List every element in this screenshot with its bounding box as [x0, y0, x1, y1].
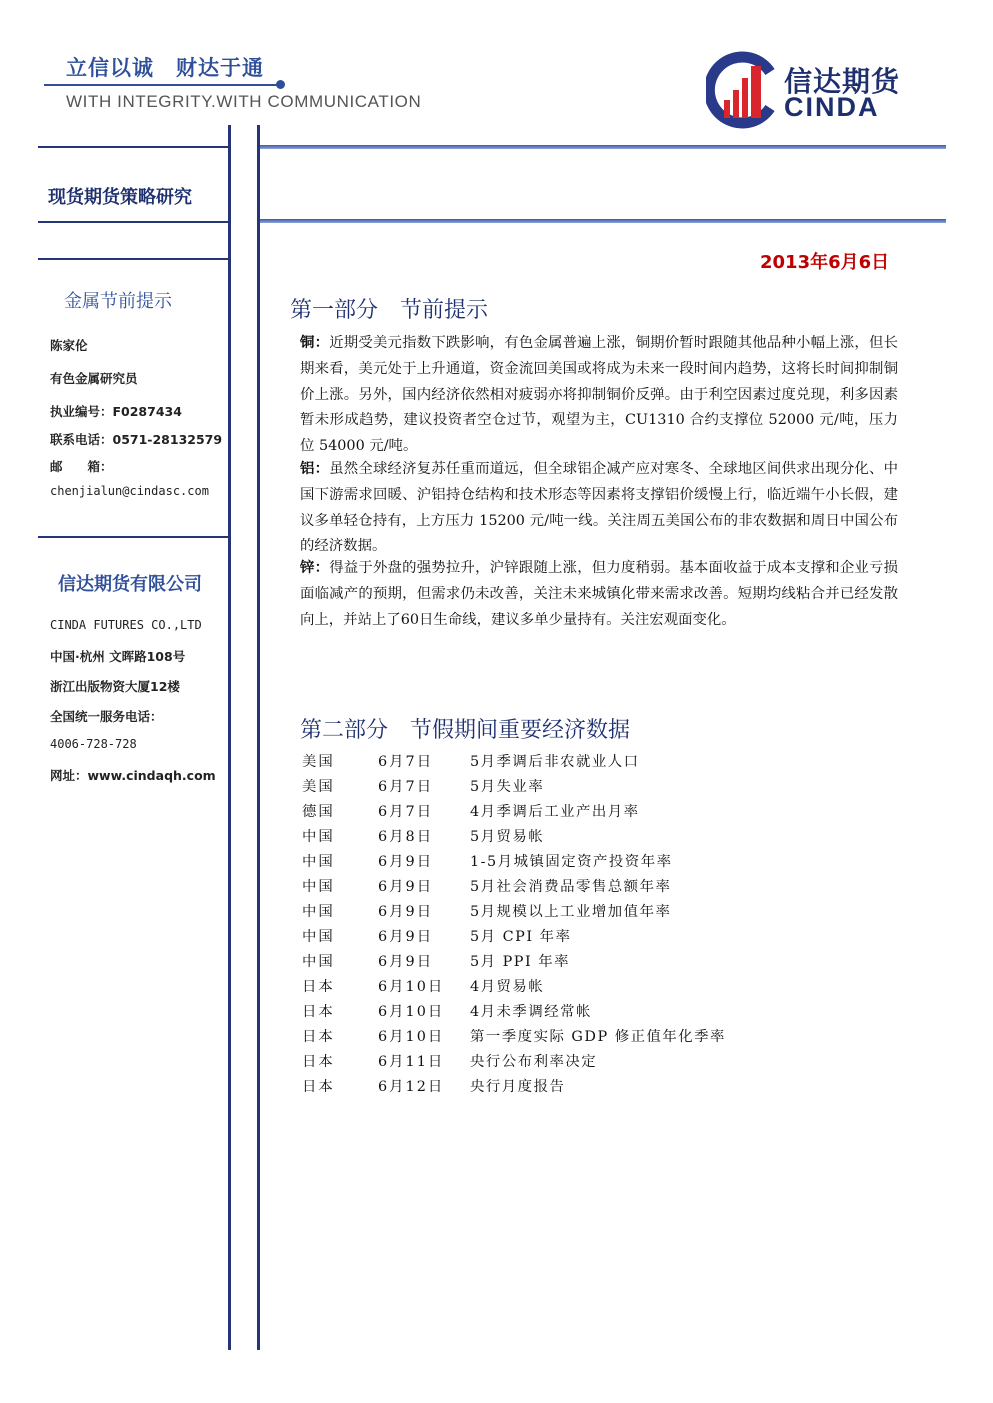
- slogan-english: WITH INTEGRITY.WITH COMMUNICATION: [66, 92, 422, 111]
- event-name: 5月 PPI 年率: [470, 954, 571, 970]
- divider-main-top: [260, 145, 946, 149]
- event-date: 6月10日: [378, 979, 445, 995]
- event-date: 6月7日: [378, 754, 434, 770]
- event-name: 央行月度报告: [470, 1079, 566, 1095]
- event-date: 6月9日: [378, 904, 434, 920]
- company-name-chinese: 信达期货有限公司: [58, 574, 202, 595]
- event-date: 6月9日: [378, 854, 434, 870]
- paragraph-copper-label: 铜：: [300, 334, 330, 351]
- divider-sidebar-top: [38, 146, 228, 148]
- company-website: 网址：www.cindaqh.com: [50, 768, 216, 783]
- paragraph-zinc: [300, 555, 898, 633]
- event-name: 央行公布利率决定: [470, 1054, 598, 1070]
- event-date: 6月10日: [378, 1004, 445, 1020]
- logo-english-name: CINDA: [784, 92, 880, 122]
- report-type-title: 现货期货策略研究: [48, 187, 192, 208]
- paragraph-copper: [300, 330, 898, 460]
- event-country: 日本: [302, 1079, 335, 1095]
- event-name: 5月 CPI 年率: [470, 929, 572, 945]
- event-date: 6月9日: [378, 929, 434, 945]
- logo-chinese-name: 信达期货: [784, 65, 901, 98]
- event-country: 日本: [302, 979, 335, 995]
- event-country: 日本: [302, 1029, 335, 1045]
- event-country: 日本: [302, 1004, 335, 1020]
- event-name: 第一季度实际 GDP 修正值年化季率: [470, 1029, 726, 1045]
- slogan-dot: [276, 80, 285, 89]
- cinda-logo-mark-icon: [706, 50, 786, 130]
- report-date: 2013年6月6日: [760, 252, 890, 273]
- event-name: 1-5月城镇固定资产投资年率: [470, 854, 673, 870]
- event-name: 5月季调后非农就业人口: [470, 754, 640, 770]
- event-country: 中国: [302, 854, 335, 870]
- company-address-line2: 浙江出版物资大厦12楼: [50, 679, 180, 694]
- divider-sidebar-title: [38, 221, 228, 223]
- paragraph-aluminum-label: 铝：: [300, 460, 330, 477]
- event-country: 中国: [302, 929, 335, 945]
- analyst-license: 执业编号：F0287434: [50, 404, 182, 419]
- company-hotline: 4006-728-728: [50, 737, 137, 751]
- divider-sidebar-company: [38, 536, 228, 538]
- event-country: 中国: [302, 904, 335, 920]
- analyst-phone: 联系电话：0571-28132579: [50, 432, 223, 447]
- event-date: 6月9日: [378, 954, 434, 970]
- divider-main-second: [260, 219, 946, 223]
- event-date: 6月9日: [378, 879, 434, 895]
- analyst-email: chenjialun@cindasc.com: [50, 484, 209, 498]
- paragraph-zinc-text: 得益于外盘的强势拉升，沪锌跟随上涨，但力度稍弱。基本面收益于成本支撑和企业亏损面临减产的预期，但需求仍未改善，关注未来城镇化带来需求改善。短期均线粘合并已经发散向上，并站上了60日生命线，建议多单少量持有。关注宏观面变化。: [300, 560, 898, 628]
- event-date: 6月8日: [378, 829, 434, 845]
- divider-vertical-right: [257, 125, 260, 1350]
- analyst-title: 有色金属研究员: [50, 371, 138, 386]
- section1-title: 第一部分 节前提示: [290, 298, 489, 323]
- event-date: 6月11日: [378, 1054, 445, 1070]
- company-address-line1: 中国·杭州 文晖路108号: [50, 649, 186, 664]
- event-name: 4月未季调经常帐: [470, 1004, 592, 1020]
- company-hotline-label: 全国统一服务电话：: [50, 709, 163, 724]
- divider-sidebar-section: [38, 258, 228, 260]
- event-date: 6月7日: [378, 804, 434, 820]
- event-name: 4月季调后工业产出月率: [470, 804, 640, 820]
- slogan-chinese: 立信以诚 财达于通: [66, 56, 264, 80]
- paragraph-aluminum: [300, 456, 898, 560]
- section2-title: 第二部分 节假期间重要经济数据: [300, 718, 631, 743]
- event-name: 5月社会消费品零售总额年率: [470, 879, 672, 895]
- event-country: 美国: [302, 779, 335, 795]
- event-date: 6月7日: [378, 779, 434, 795]
- event-country: 德国: [302, 804, 335, 820]
- paragraph-zinc-label: 锌：: [300, 559, 330, 576]
- analyst-name: 陈家伦: [50, 338, 88, 353]
- event-name: 4月贸易帐: [470, 979, 545, 995]
- event-name: 5月失业率: [470, 779, 545, 795]
- event-date: 6月10日: [378, 1029, 445, 1045]
- event-country: 中国: [302, 954, 335, 970]
- event-country: 美国: [302, 754, 335, 770]
- slogan-underline: [44, 84, 280, 86]
- event-name: 5月贸易帐: [470, 829, 545, 845]
- paragraph-aluminum-text: 虽然全球经济复苏任重而道远，但全球铝企减产应对寒冬、全球地区间供求出现分化、中国下游需求回暖、沪铝持仓结构和技术形态等因素将支撑铝价缓慢上行，临近端午小长假，建议多单轻仓持有，上方压力 15200 元/吨一线。关注周五美国公布的非农数据和周日中国公布的经济数据。: [300, 461, 898, 555]
- divider-vertical-left: [228, 125, 231, 1350]
- event-country: 中国: [302, 879, 335, 895]
- analyst-email-label: 邮 箱：: [50, 459, 113, 474]
- event-country: 日本: [302, 1054, 335, 1070]
- event-country: 中国: [302, 829, 335, 845]
- event-name: 5月规模以上工业增加值年率: [470, 904, 672, 920]
- report-sub-title: 金属节前提示: [64, 291, 172, 312]
- event-date: 6月12日: [378, 1079, 445, 1095]
- company-name-english: CINDA FUTURES CO.,LTD: [50, 618, 202, 632]
- paragraph-copper-text: 近期受美元指数下跌影响，有色金属普遍上涨，铜期价暂时跟随其他品种小幅上涨，但长期来看，美元处于上升通道，资金流回美国或将成为未来一段时间内趋势，这将长时间抑制铜价上涨。另外，国内经济依然相对疲弱亦将抑制铜价反弹。由于利空因素过度兑现，利多因素暂未形成趋势，建议投资者空仓过节，观望为主，CU1310 合约支撑位 52000 元/吨，压力位 54000 元/吨。: [300, 335, 898, 455]
